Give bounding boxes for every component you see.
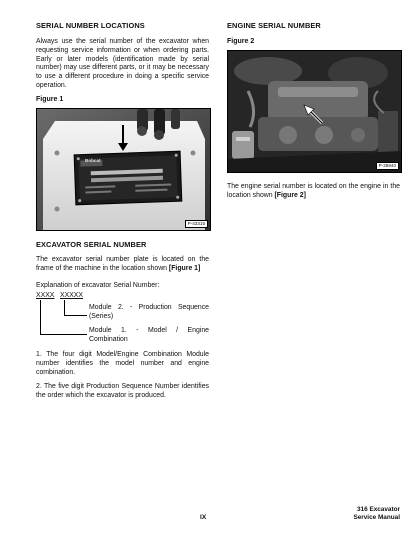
footer-manual-type: Service Manual xyxy=(353,514,400,521)
module-1-description: Module 1. - Model / Engine Combination xyxy=(89,327,209,343)
serial-number-locations-paragraph: Always use the serial number of the excavator when requesting service information or when ordering parts. Early or later models (identification made by serial number) may use different parts, or it may be necessary to use a different procedure in doing a specific service operation. xyxy=(36,38,209,89)
sequence-code-placeholder: XXXXX xyxy=(60,292,83,299)
engine-serial-number-heading: ENGINE SERIAL NUMBER xyxy=(227,21,321,30)
excavator-serial-number-heading: EXCAVATOR SERIAL NUMBER xyxy=(36,240,147,249)
module-2-description: Module 2. - Production Sequence (Series) xyxy=(89,304,209,320)
engine-serial-paragraph xyxy=(227,183,400,201)
footer-model: 316 Excavator xyxy=(357,506,400,513)
figure-1-tag: P-43315 xyxy=(185,220,208,228)
serial-explanation-text: Explanation of excavator Serial Number: xyxy=(36,282,160,289)
model-code-placeholder: XXXX xyxy=(36,292,55,299)
figure-2-photo xyxy=(227,50,402,173)
module-1-connector xyxy=(40,300,87,335)
figure-1-photo xyxy=(36,108,211,231)
plate-brand-logo: Bobcat xyxy=(85,158,101,163)
engine-illustration xyxy=(228,51,401,172)
serial-number-locations-heading: SERIAL NUMBER LOCATIONS xyxy=(36,21,145,30)
excavator-serial-paragraph xyxy=(36,256,209,274)
figure-1-label: Figure 1 xyxy=(36,96,64,103)
footer-manual-title xyxy=(353,506,400,522)
page-number: IX xyxy=(200,514,207,521)
figure-2-label: Figure 2 xyxy=(227,38,255,45)
note-2: 2. The five digit Production Sequence Number identifies the order which the excavator is produced. xyxy=(36,383,209,399)
excavator-serial-text: The excavator serial number plate is located on the frame of the machine in the location shown xyxy=(36,256,209,272)
figure-2-reference: [Figure 2] xyxy=(274,191,306,199)
engine-serial-text: The engine serial number is located on the engine in the location shown xyxy=(227,183,400,199)
serial-plate-illustration xyxy=(37,109,210,230)
note-1: 1. The four digit Model/Engine Combination Module number identifies the model number and engine combination. xyxy=(36,351,209,376)
figure-1-reference: [Figure 1] xyxy=(168,264,201,272)
figure-2-tag: P-28840 xyxy=(376,162,399,170)
